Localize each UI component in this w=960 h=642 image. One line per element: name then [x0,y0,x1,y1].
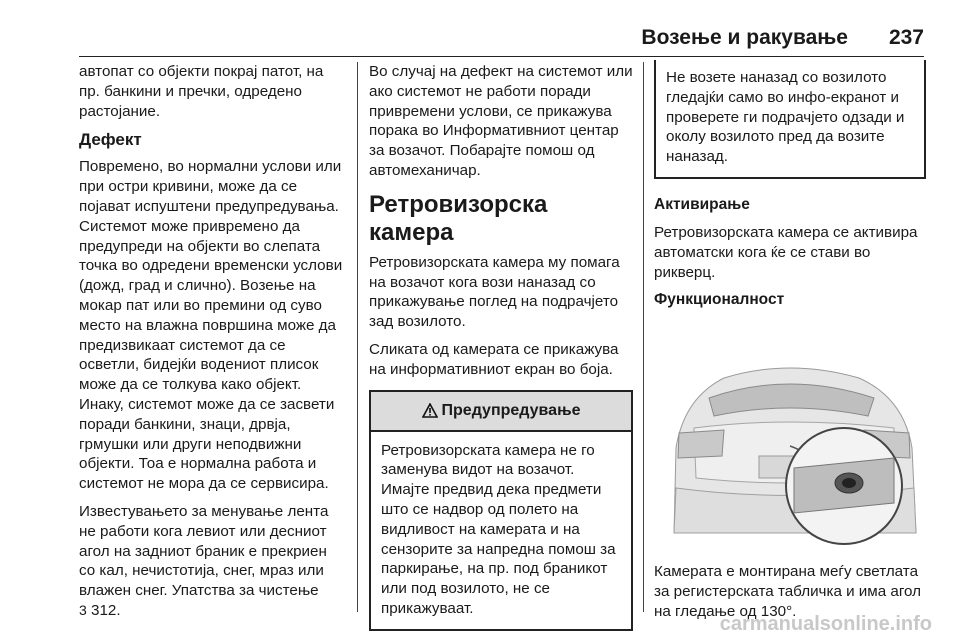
column-divider-2 [643,62,644,612]
page-ref-link[interactable]: 312. [91,601,121,619]
page-number: 237 [888,26,924,49]
warning-triangle-icon [422,403,438,418]
page-header [0,0,960,58]
paragraph: Сликата од камерата се прикажува на информативниот екран во боја. [369,340,619,378]
section-heading-rear-camera: Ретровизорска камера [369,190,548,246]
warning-title: Предупредување [441,401,581,419]
section-heading-fault: Дефект [79,130,142,150]
column-1 [79,62,347,629]
column-divider-1 [357,62,358,612]
paragraph-text: Известувањето за менување лента не работи кога левиот или десниот агол на задниот браник е прекриен со кал, нечистотија, снег, мраз или влажен снег. Упатства за чистење [79,502,329,600]
warning-box [369,390,633,631]
warning-body: Ретровизорската камера не го заменува видот на возачот. Имајте предвид дека предмети што се надвор од полето на видливост на камерата и на сензорите за напредна помош за паркирање, на пр. под браникот или под возилото, не се прикажуваат. [381,441,616,617]
figure-caption: Камерата е монтирана меѓу светлата за регистерската табличка и има агол на гледање од 130°. [654,563,922,620]
paragraph: Повремено, во нормални услови или при остри кривини, може да се појават испуштени предупредувања. Системот може привремено да предупреди на објекти во слепата точка во одредени временски услови (дожд, град и слично). Возење на мокар пат или во премини од суво место на влажна површина може да предизвикаат системот да се осветли, бидејќи водениот плисок може да се толкува како објект. Инаку, системот може да се засвети поради банкини, знаци, дрвја, грмушки или други неподвижни објекти. Тоа е нормална работа и системот не мора да се сервисира. [79,158,343,493]
page-ref-arrow: 3 [79,601,87,618]
watermark: carmanualsonline.info [719,613,932,635]
paragraph [79,502,347,621]
warning-continued-box: Не возете наназад со возилото гледајќи само во инфо-екранот и проверете ги подрачјето одзади и околу возилото пред да возите наназад. [654,60,926,179]
running-title: Возење и ракување [641,26,848,49]
paragraph: Ретровизорската камера се активира автоматски кога ќе се стави во рикверц. [654,223,918,281]
section-heading-activation: Активирање [654,195,750,213]
paragraph: Во случај на дефект на системот или ако системот не работи поради привремени услови, се прикажува порака во Информативниот центар за возачот. Побарајте помош од автомеханичар. [369,63,633,179]
column-3 [654,62,926,630]
header-rule [79,56,924,57]
rear-camera-figure [654,328,926,548]
paragraph: автопат со објекти покрај патот, на пр. банкини и пречки, одредено растојание. [79,63,324,120]
section-heading-functionality: Функционалност [654,291,785,309]
paragraph: Ретровизорската камера му помага на возачот кога вози наназад со прикажување поглед на подрачјето зад возилото. [369,253,620,331]
column-2 [369,62,633,631]
warning-header [371,392,631,432]
